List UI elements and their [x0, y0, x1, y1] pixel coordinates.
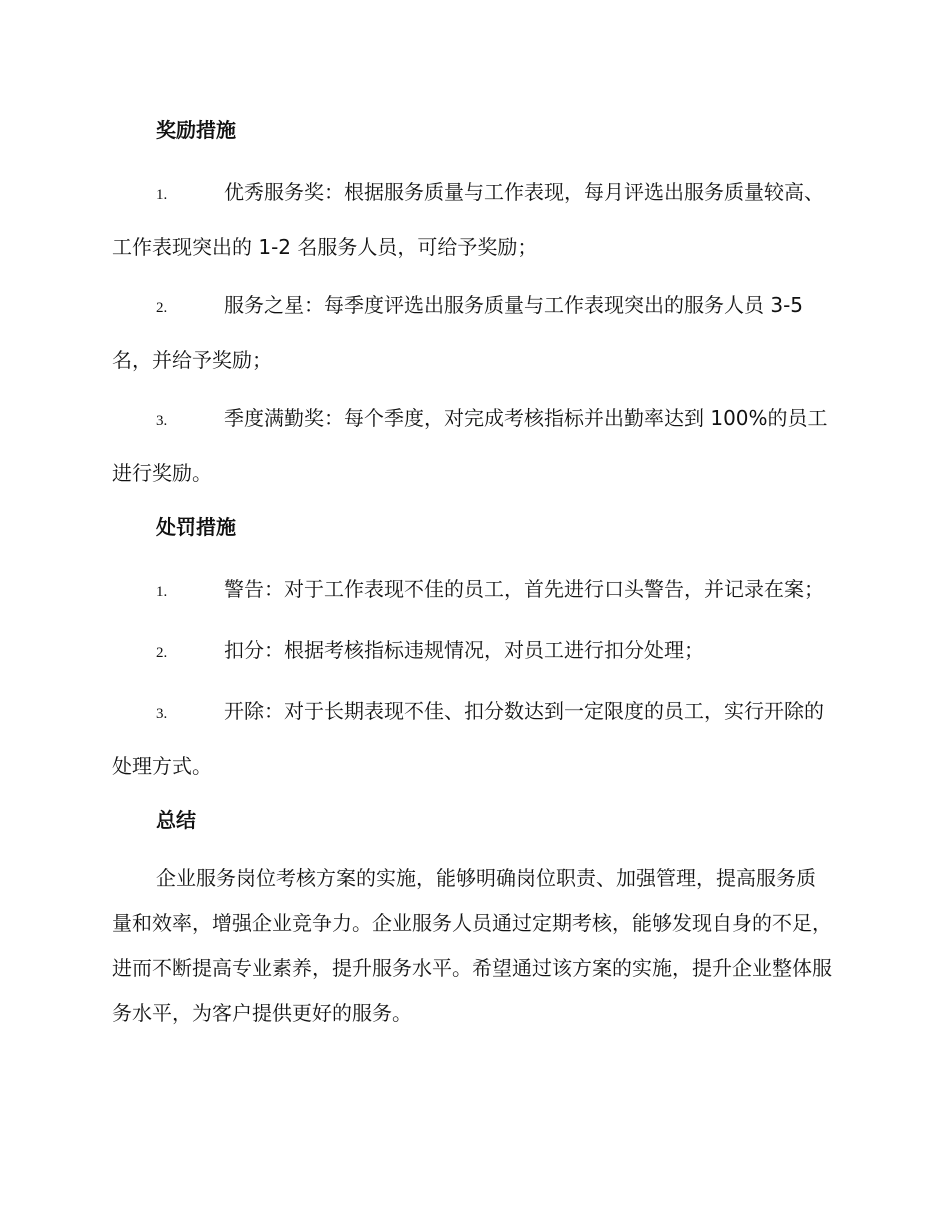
summary-paragraph: 企业服务岗位考核方案的实施，能够明确岗位职责、加强管理，提高服务质量和效率，增强企业竞争力。企业服务人员通过定期考核，能够发现自身的不足，进而不断提高专业素养，提升服务水平。希望通过该方案的实施，提升企业整体服务水平，为客户提供更好的服务。	[112, 866, 832, 1025]
section-heading: 奖励措施	[156, 118, 236, 142]
list-item-number: 1.	[156, 584, 168, 600]
list-item-text: 季度满勤奖：每个季度，对完成考核指标并出勤率达到 100%的员工进行奖励。	[112, 406, 828, 485]
section-rewards	[112, 108, 834, 499]
list-item	[112, 563, 834, 618]
list-item-number: 1.	[156, 187, 168, 203]
list-item-text: 开除：对于长期表现不佳、扣分数达到一定限度的员工，实行开除的处理方式。	[112, 699, 824, 778]
list-item-text: 优秀服务奖：根据服务质量与工作表现，每月评选出服务质量较高、工作表现突出的 1-2 名服务人员，可给予奖励；	[112, 180, 824, 259]
list-item	[112, 166, 834, 273]
list-item	[112, 624, 834, 679]
list-item-text: 扣分：根据考核指标违规情况，对员工进行扣分处理；	[224, 638, 704, 662]
list-item-text: 服务之星：每季度评选出服务质量与工作表现突出的服务人员 3-5 名，并给予奖励；	[112, 293, 804, 372]
list-item-number: 3.	[156, 706, 168, 722]
list-item	[112, 392, 834, 499]
list-item	[112, 279, 834, 386]
section-penalties	[112, 505, 834, 792]
list-item-number: 2.	[156, 300, 168, 316]
list-item	[112, 685, 834, 792]
section-summary	[112, 798, 834, 1036]
section-heading: 处罚措施	[156, 515, 236, 539]
section-heading: 总结	[156, 808, 196, 832]
document-content	[112, 108, 834, 1036]
list-item-text: 警告：对于工作表现不佳的员工，首先进行口头警告，并记录在案；	[224, 577, 824, 601]
list-item-number: 3.	[156, 413, 168, 429]
list-item-number: 2.	[156, 645, 168, 661]
